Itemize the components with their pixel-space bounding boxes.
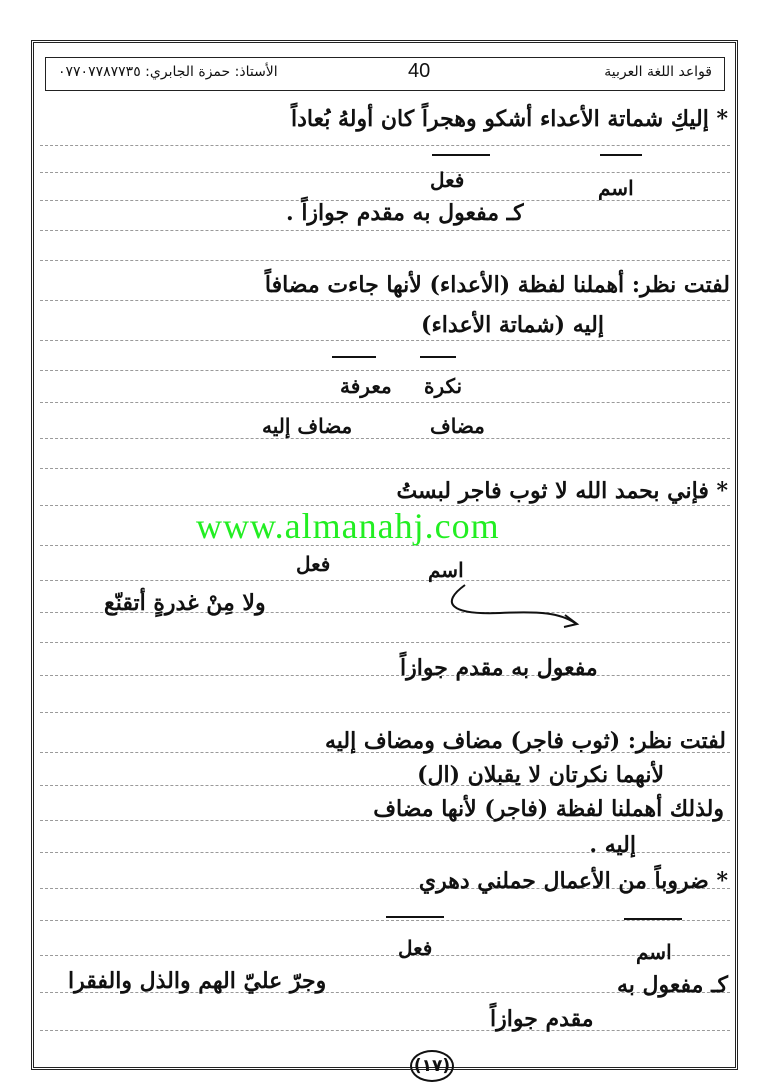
ruled-line xyxy=(40,920,730,921)
curved-arrow-icon xyxy=(440,575,590,635)
label-ism-3: اسم xyxy=(636,940,672,964)
ruled-line xyxy=(40,145,730,146)
header-subject: قواعد اللغة العربية xyxy=(604,64,712,80)
ruled-line xyxy=(40,438,730,439)
underline-mark xyxy=(432,154,490,156)
ruled-line xyxy=(40,300,730,301)
ruled-line xyxy=(40,370,730,371)
label-marifa: معرفة xyxy=(340,374,392,398)
note-1-line-2: إليه (شماتة الأعداء) xyxy=(421,312,604,338)
ruled-line xyxy=(40,230,730,231)
grammar-note-3b: مقدم جوازاً xyxy=(490,1006,594,1032)
label-fil-3: فعل xyxy=(398,936,433,960)
label-ism-2: اسم xyxy=(428,558,464,582)
underline-mark xyxy=(624,918,682,920)
page-header xyxy=(45,57,725,91)
ruled-line xyxy=(40,1030,730,1031)
label-mudaf: مضاف xyxy=(430,414,485,438)
note-2-line-2: لأنهما نكرتان لا يقبلان (ال) xyxy=(417,762,664,788)
ruled-line xyxy=(40,712,730,713)
underline-mark xyxy=(600,154,642,156)
ruled-line xyxy=(40,340,730,341)
ruled-line xyxy=(40,642,730,643)
note-2-line-4: إليه . xyxy=(589,832,636,858)
underline-mark xyxy=(332,356,376,358)
ruled-line xyxy=(40,675,730,676)
ruled-line xyxy=(40,580,730,581)
label-ism: اسم xyxy=(598,176,634,200)
watermark: www.almanahj.com xyxy=(196,506,500,546)
ruled-line xyxy=(40,260,730,261)
note-2-line-3: ولذلك أهملنا لفظة (فاجر) لأنها مضاف xyxy=(373,796,724,822)
grammar-note-3: كـ مفعول به xyxy=(616,972,728,998)
footer-page-number: (١٧) xyxy=(410,1050,454,1082)
underline-mark xyxy=(420,356,456,358)
label-fil: فعل xyxy=(430,168,465,192)
verse-1: * إليكِ شماتة الأعداء أشكو وهجراً كان أولهُ بُعاداً xyxy=(291,106,728,132)
label-mudaf-ilayh: مضاف إليه xyxy=(262,414,353,438)
note-1-line-1: لفتت نظر: أهملنا لفظة (الأعداء) لأنها جاءت مضافاً xyxy=(264,272,730,298)
ruled-line xyxy=(40,172,730,173)
note-2-line-1: لفتت نظر: (ثوب فاجر) مضاف ومضاف إليه xyxy=(324,728,726,754)
verse-2-second-half: ولا مِنْ غدرةٍ أتقنّع xyxy=(104,590,266,616)
header-page-number: 40 xyxy=(408,60,431,82)
verse-3-second-half: وجرّ عليّ الهم والذل والفقرا xyxy=(68,968,327,994)
ruled-line xyxy=(40,955,730,956)
grammar-note-1: كـ مفعول به مقدم جوازاً . xyxy=(286,200,524,226)
verse-2: * فإني بحمد الله لا ثوب فاجر لبستُ xyxy=(396,478,728,504)
ruled-line xyxy=(40,468,730,469)
verse-3: * ضروباً من الأعمال حملني دهري xyxy=(418,868,728,894)
grammar-note-2: مفعول به مقدم جوازاً xyxy=(400,655,598,681)
header-teacher: الأستاذ: حمزة الجابري: ٠٧٧٠٧٧٨٧٧٣٥ xyxy=(58,64,278,80)
underline-mark xyxy=(386,916,444,918)
ruled-line xyxy=(40,402,730,403)
label-nakira: نكرة xyxy=(424,374,463,398)
label-fil-2: فعل xyxy=(296,552,331,576)
